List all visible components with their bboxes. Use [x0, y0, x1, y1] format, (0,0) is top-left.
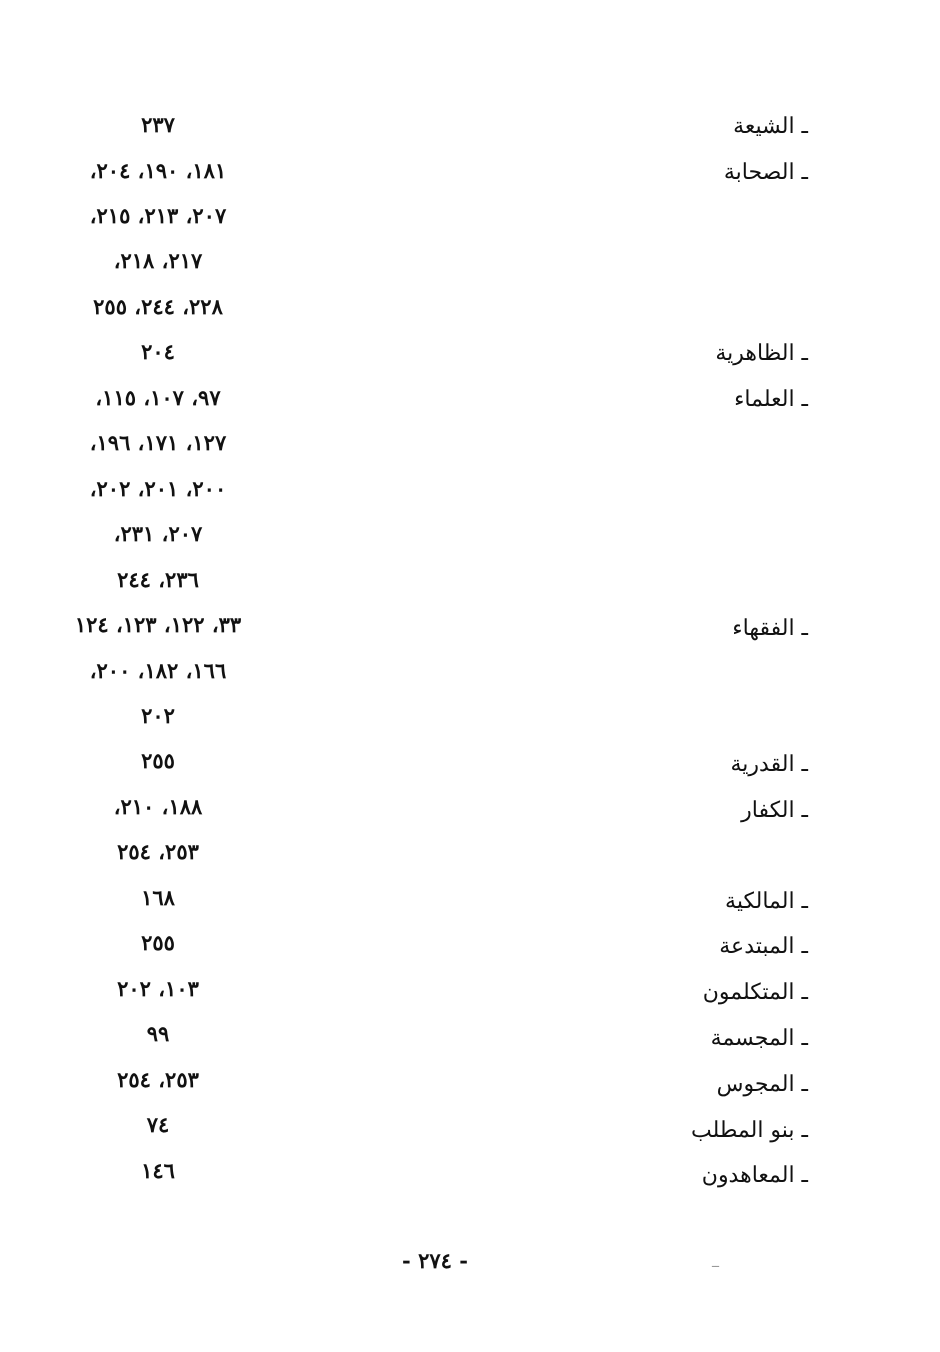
index-pages: ٢٠٤ — [141, 339, 175, 364]
index-term: ـ بنو المطلب — [690, 1118, 808, 1143]
index-term: ـ القدرية — [730, 752, 808, 777]
index-term: ـ الفقهاء — [732, 616, 808, 641]
index-pages: ٩٧، ١٠٧، ١١٥، — [95, 385, 221, 410]
index-pages: ٢٠٧، ٢٣١، — [113, 521, 203, 546]
index-pages: ٢٢٨، ٢٤٤، ٢٥٥ — [93, 294, 223, 319]
index-pages: ٢٣٧ — [141, 112, 175, 137]
index-term: ـ المتكلمون — [702, 980, 808, 1005]
index-pages: ٢٥٥ — [141, 748, 175, 773]
index-pages: ١٦٨ — [141, 885, 175, 910]
index-pages: ٢٣٦، ٢٤٤ — [117, 567, 199, 592]
index-pages: ١٨١، ١٩٠، ٢٠٤، — [89, 158, 227, 183]
index-pages: ١٦٦، ١٨٢، ٢٠٠، — [89, 658, 227, 683]
index-term: ـ العلماء — [734, 387, 808, 412]
index-pages: ٢٥٣، ٢٥٤ — [117, 1067, 199, 1092]
index-pages: ٢١٧، ٢١٨، — [113, 248, 203, 273]
index-pages: ٢٥٣، ٢٥٤ — [117, 839, 199, 864]
index-pages: ٢٠٢ — [141, 703, 175, 728]
index-pages: ٢٥٥ — [141, 930, 175, 955]
index-pages: ١٤٦ — [141, 1158, 175, 1183]
index-term: ـ الصحابة — [723, 160, 808, 185]
index-pages: ٢٠٧، ٢١٣، ٢١٥، — [89, 203, 227, 228]
index-pages: ٧٤ — [146, 1112, 170, 1137]
page-number: - ٢٧٤ - — [402, 1248, 468, 1273]
index-term: ـ المبتدعة — [719, 934, 808, 959]
index-term: ـ الشيعة — [733, 114, 808, 139]
index-pages: ٣٣، ١٢٢، ١٢٣، ١٢٤ — [74, 612, 242, 637]
index-term: ـ المالكية — [725, 889, 808, 914]
index-term: ـ المجوس — [716, 1072, 808, 1097]
index-pages: ١٠٣، ٢٠٢ — [117, 976, 199, 1001]
index-term: ـ الظاهرية — [715, 341, 808, 366]
index-pages: ١٢٧، ١٧١، ١٩٦، — [89, 430, 227, 455]
index-term: ـ المعاهدون — [701, 1163, 808, 1188]
index-pages: ٢٠٠، ٢٠١، ٢٠٢، — [89, 476, 227, 501]
index-pages: ٩٩ — [146, 1021, 170, 1046]
index-term: ـ المجسمة — [710, 1026, 808, 1051]
scan-mark: ــ — [712, 1256, 720, 1270]
index-term: ـ الكفار — [741, 798, 808, 823]
index-pages: ١٨٨، ٢١٠، — [113, 794, 203, 819]
